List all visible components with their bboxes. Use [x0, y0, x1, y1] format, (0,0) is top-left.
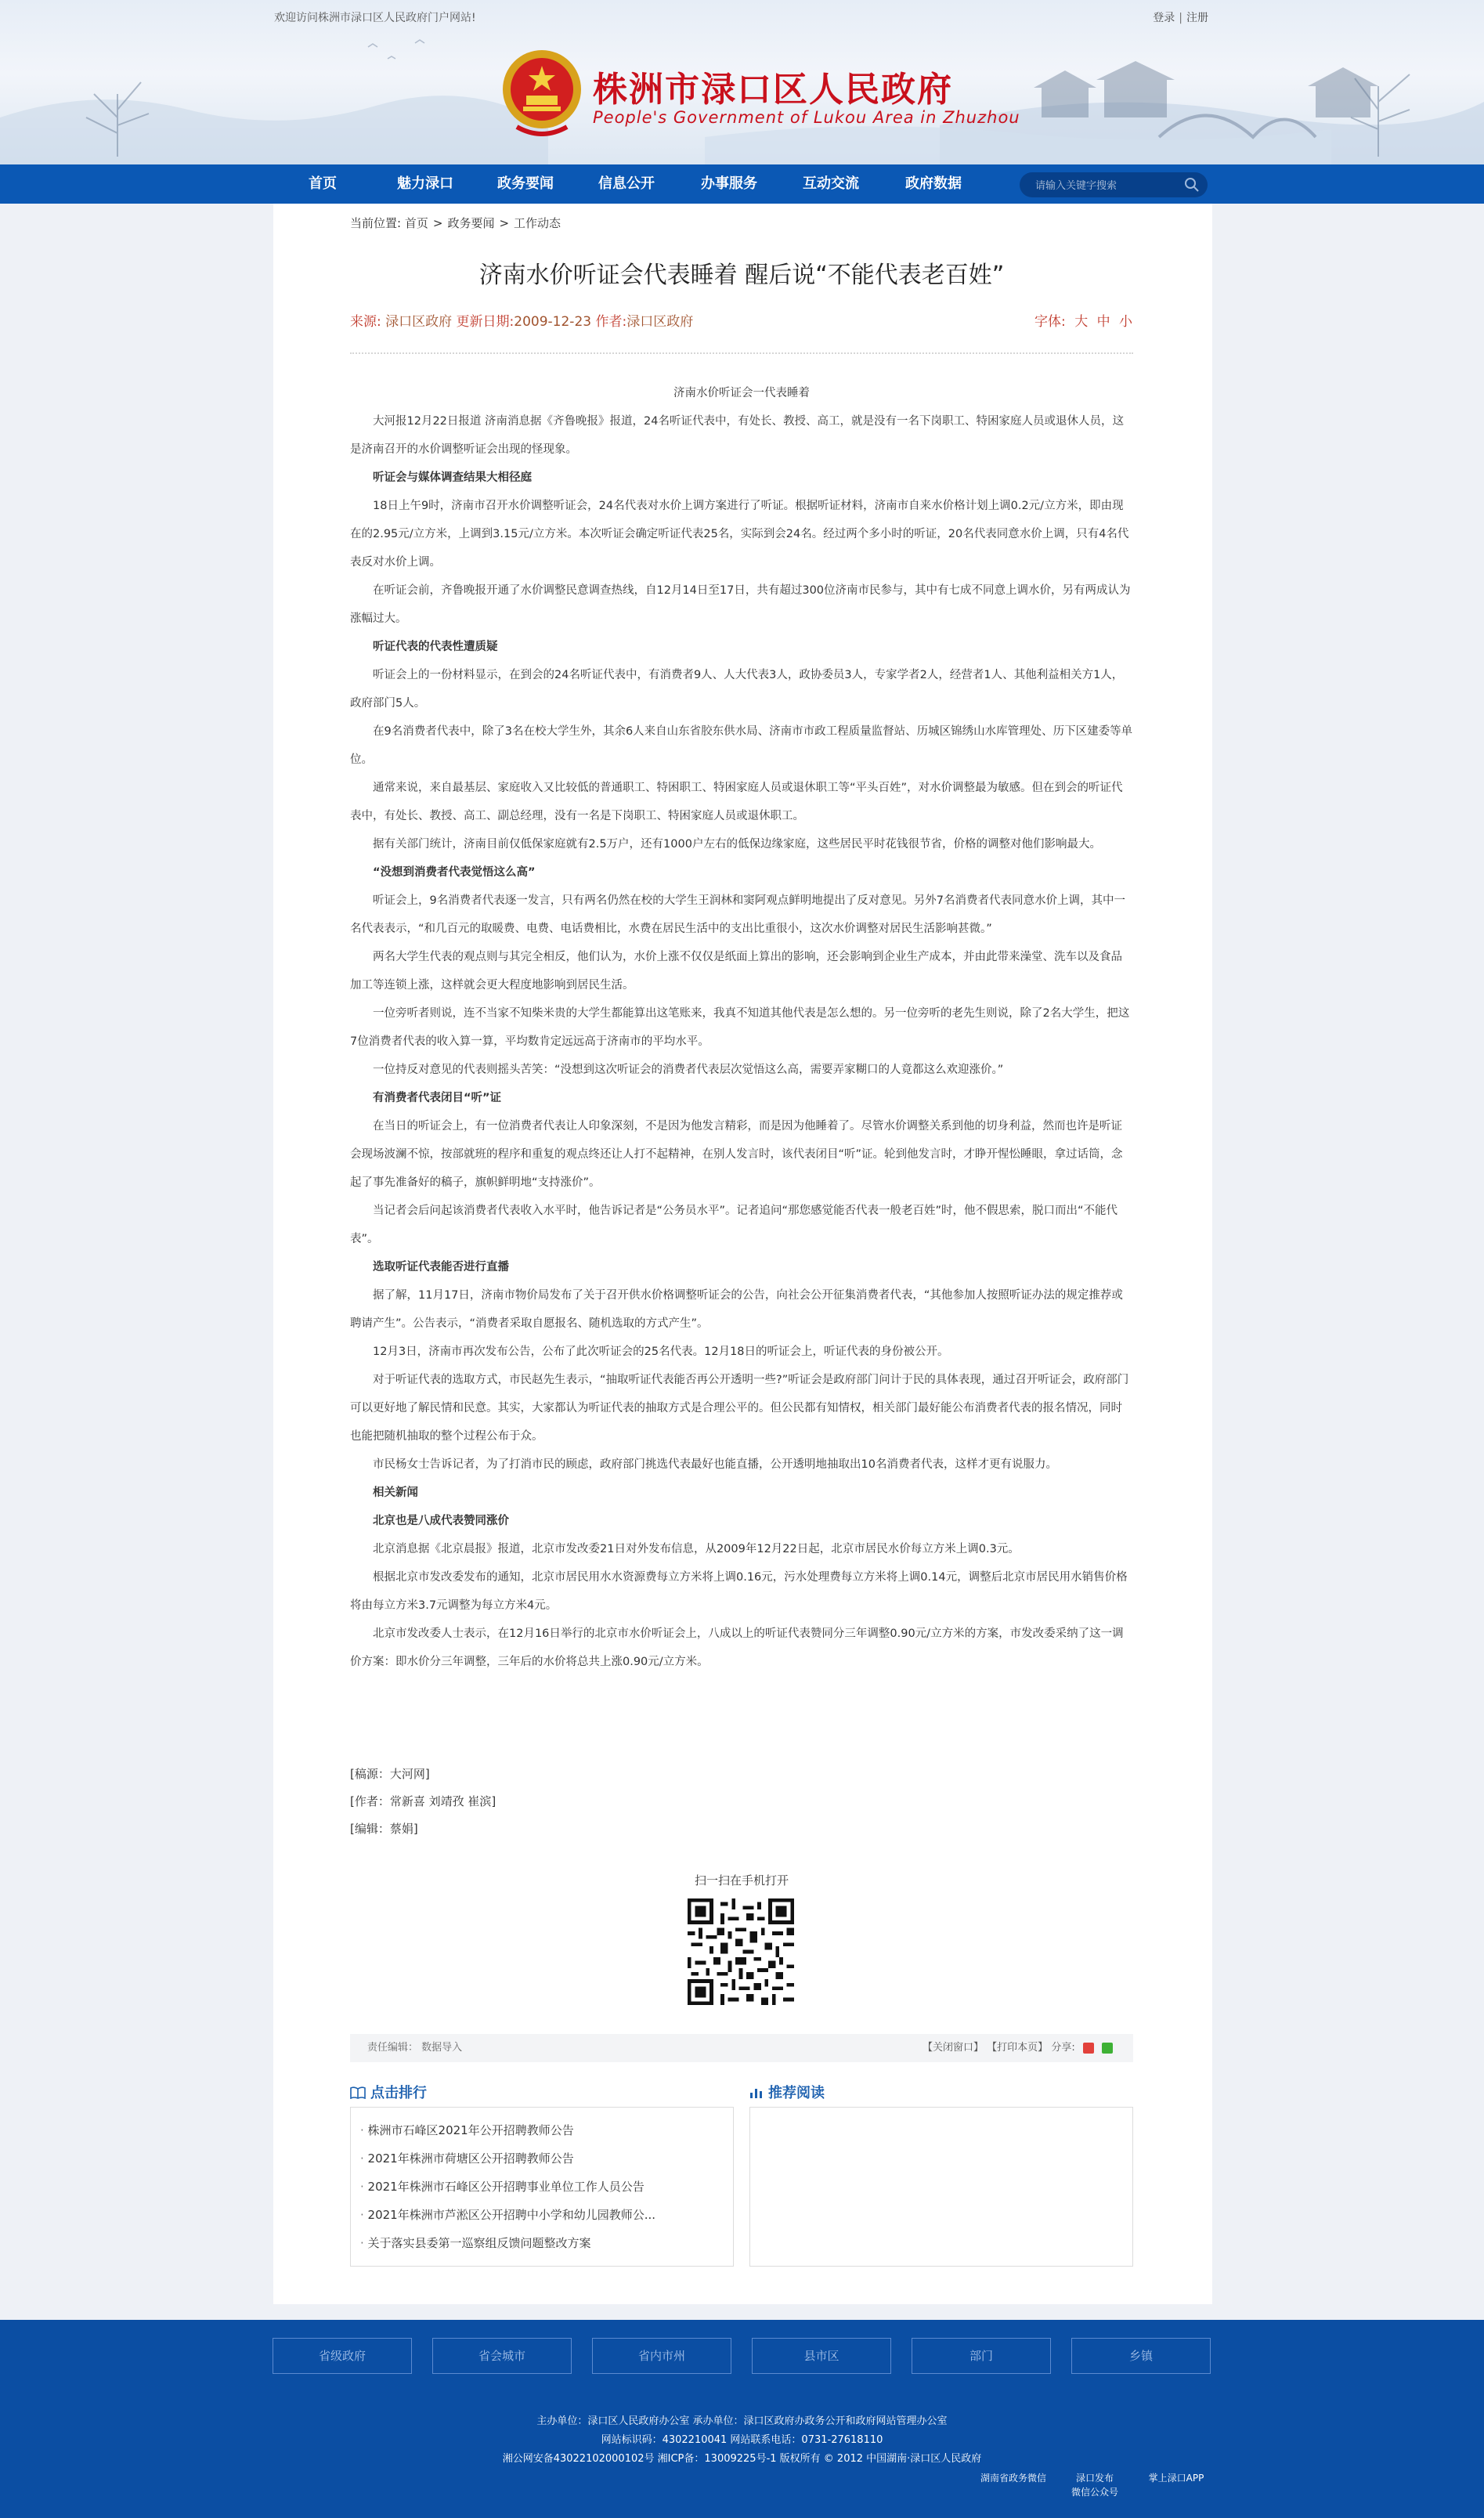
- section-heading: 相关新闻: [373, 1487, 418, 1499]
- breadcrumb: 当前位置: 首页 > 政务要闻 > 工作动态: [350, 216, 561, 230]
- source-value: 渌口区政府: [385, 314, 453, 330]
- font-small-button[interactable]: 小: [1119, 314, 1132, 330]
- ranking-item[interactable]: · 2021年株洲市荷塘区公开招聘教师公告: [360, 2150, 574, 2166]
- section-heading: “没想到消费者代表觉悟这么高”: [373, 866, 536, 879]
- search-box: [1020, 172, 1208, 197]
- nav-item-charm[interactable]: 魅力渌口: [397, 175, 453, 192]
- paragraph: 在当日的听证会上，有一位消费者代表让人印象深刻，不是因为他发言精彩，而是因为他睡着了。尽管水价调整关系到他的切身利益，然而也许是听证会现场波澜不惊，按部就班的程序和重复的观点终还让人打不起精神，在别人发言时，该代表闭目“听”证。轮到他发言时，才睁开惺忪睡眼，拿过话筒，念起了事先准备好的稿子，旗帜鲜明地“支持涨价”。: [350, 1120, 1123, 1189]
- national-emblem-icon: [501, 49, 583, 136]
- footer-info: [0, 2412, 1484, 2469]
- recommend-header: [749, 2082, 825, 2102]
- nav-item-home[interactable]: 首页: [309, 175, 337, 192]
- footer-link-cities[interactable]: 省内市州: [592, 2338, 731, 2374]
- paragraph: 一位持反对意见的代表则摇头苦笑：“没想到这次听证会的消费者代表层次觉悟这么高，需要弄家糊口的人竟都这么欢迎涨价。”: [373, 1064, 1004, 1076]
- site-title: 株洲市渌口区人民政府: [593, 70, 953, 110]
- credit-editor: [编辑：蔡娟]: [350, 1822, 418, 1836]
- tools-actions: [923, 2034, 1113, 2062]
- breadcrumb-work[interactable]: 工作动态: [514, 216, 561, 230]
- paragraph: 市民杨女士告诉记者，为了打消市民的顾虑，政府部门挑选代表最好也能直播，公开透明地抽取出10名消费者代表，这样才更有说服力。: [373, 1458, 1057, 1471]
- section-heading: 听证代表的代表性遭质疑: [373, 641, 498, 653]
- paragraph: 一位旁听者则说，连不当家不知柴米贵的大学生都能算出这笔账来，我真不知道其他代表是怎么想的。另一位旁听的老先生则说，除了2名大学生，把这7位消费者代表的收入算一算，平均数肯定远远高于济南市的平均水平。: [350, 1007, 1130, 1048]
- paragraph: 听证会上的一份材料显示，在到会的24名听证代表中，有消费者9人、人大代表3人，政协委员3人，专家学者2人，经营者1人、其他利益相关方1人，政府部门5人。: [350, 669, 1124, 710]
- article-credits: [350, 1761, 496, 1843]
- paragraph: 北京消息据《北京晨报》报道，北京市发改委21日对外发布信息，从2009年12月22日起，北京市居民水价每立方米上调0.3元。: [373, 1543, 1020, 1555]
- footer-organizer: 主办单位：渌口区人民政府办公室 承办单位：渌口区政府办政务公开和政府网站管理办公室: [536, 2415, 948, 2427]
- ranking-list: [350, 2107, 734, 2267]
- footer-qr-province-wechat[interactable]: 湖南省政务微信: [980, 2473, 1046, 2484]
- footer-link-departments[interactable]: 部门: [912, 2338, 1051, 2374]
- book-icon: [350, 2086, 366, 2099]
- search-icon[interactable]: [1184, 177, 1200, 193]
- auth-links: 登录 | 注册: [1153, 12, 1208, 24]
- recommend-list: [749, 2107, 1133, 2267]
- qr-label: 扫一扫在手机打开: [694, 1873, 789, 1888]
- nav-item-data[interactable]: 政府数据: [905, 175, 962, 192]
- font-size-control: [1034, 310, 1132, 330]
- section-heading: 选取听证代表能否进行直播: [373, 1261, 509, 1273]
- ranking-title: 点击排行: [370, 2085, 427, 2101]
- footer-link-capitals[interactable]: 省会城市: [432, 2338, 572, 2374]
- author-value: 渌口区政府: [626, 314, 694, 330]
- footer-link-provincial[interactable]: 省级政府: [273, 2338, 412, 2374]
- font-medium-button[interactable]: 中: [1096, 314, 1110, 330]
- ranking-item[interactable]: · 2021年株洲市芦淞区公开招聘中小学和幼儿园教师公...: [360, 2206, 655, 2223]
- paragraph: 对于听证代表的选取方式，市民赵先生表示，“抽取听证代表能否再公开透明一些?”听证会是政府部门问计于民的具体表现，通过召开听证会，政府部门可以更好地了解民情和民意。其实，大家都认为听证代表的抽取方式是合理公平的。但公民都有知情权，相关部门最好能公布消费者代表的报名情况，同时也能把随机抽取的整个过程公布于众。: [350, 1374, 1129, 1443]
- editor-label: 责任编辑： 数据导入: [367, 2042, 463, 2054]
- recommend-title: 推荐阅读: [768, 2085, 825, 2101]
- nav-item-news[interactable]: 政务要闻: [497, 175, 554, 192]
- footer-link-towns[interactable]: 乡镇: [1071, 2338, 1211, 2374]
- paragraph: 北京市发改委人士表示，在12月16日举行的北京市水价听证会上，八成以上的听证代表赞同分三年调整0.90元/立方米的方案，市发改委采纳了这一调价方案：即水价分三年调整，三年后的水价将总共上涨0.90元/立方米。: [350, 1627, 1124, 1668]
- nav-item-services[interactable]: 办事服务: [701, 175, 757, 192]
- footer-copyright: 湘公网安备43022102000102号 湘ICP备：13009225号-1 版权所有 © 2012 中国湖南·渌口区人民政府: [502, 2453, 982, 2465]
- paragraph: 通常来说，来自最基层、家庭收入又比较低的普通职工、特困职工、特困家庭人员或退休职工等“平头百姓”，对水价调整最为敏感。但在到会的听证代表中，有处长、教授、高工、副总经理，没有一名是下岗职工、特困家庭人员或退休职工。: [350, 782, 1123, 822]
- ranking-item[interactable]: · 株洲市石峰区2021年公开招聘教师公告: [360, 2122, 574, 2138]
- welcome-text: 欢迎访问株洲市渌口区人民政府门户网站!: [274, 12, 476, 24]
- paragraph: 18日上午9时，济南市召开水价调整听证会，24名代表对水价上调方案进行了听证。根据听证材料，济南市自来水价格计划上调0.2元/立方米，即由现在的2.95元/立方米，上调到3.15元/立方米。本次听证会确定听证代表25名，实际到会24名。经过两个多小时的听证，20名代表同意水价上调，只有4名代表反对水价上调。: [350, 500, 1129, 569]
- date-label: 更新日期:: [456, 314, 515, 330]
- site-subtitle: People's Government of Lukou Area in Zhuzhou: [593, 108, 1020, 127]
- source-label: 来源:: [350, 314, 381, 330]
- section-heading: 有消费者代表闭目“听”证: [373, 1092, 502, 1104]
- main-nav: [0, 164, 1484, 204]
- nav-item-info[interactable]: 信息公开: [598, 175, 655, 192]
- qr-code-icon: [688, 1898, 794, 2005]
- paragraph: 听证会上，9名消费者代表逐一发言，只有两名仍然在校的大学生王润林和窦阿观点鲜明地提出了反对意见。另外7名消费者代表同意水价上调，其中一名代表表示，“和几百元的取暖费、电费、电话费相比，水费在居民生活中的支出比重很小，这次水价调整对居民生活影响甚微。”: [350, 894, 1125, 935]
- paragraph: 两名大学生代表的观点则与其完全相反，他们认为，水价上涨不仅仅是纸面上算出的影响，还会影响到企业生产成本，并由此带来澡堂、洗车以及食品加工等连锁上涨，这样就会更大程度地影响到居民生活。: [350, 951, 1122, 992]
- nav-item-interaction[interactable]: 互动交流: [803, 175, 859, 192]
- credit-author: [作者：常新喜 刘靖孜 崔滨]: [350, 1794, 496, 1808]
- footer-qr-lukou-wechat[interactable]: 渌口发布 微信公众号: [1071, 2473, 1118, 2498]
- article-meta: [350, 310, 693, 330]
- date-value: 2009-12-23: [514, 314, 592, 330]
- title-divider: [350, 352, 1133, 354]
- footer-link-counties[interactable]: 县市区: [752, 2338, 891, 2374]
- register-link[interactable]: 注册: [1186, 12, 1208, 24]
- article-tools-bar: [350, 2034, 1133, 2062]
- bar-chart-icon: [749, 2086, 764, 2099]
- site-header: [0, 0, 1484, 164]
- paragraph: 在听证会前，齐鲁晚报开通了水价调整民意调查热线，自12月14日至17日，共有超过300位济南市民参与，其中有七成不同意上调水价，另有两成认为涨幅过大。: [350, 584, 1131, 625]
- paragraph: 据有关部门统计，济南目前仅低保家庭就有2.5万户，还有1000户左右的低保边缘家庭，这些居民平时花钱很节省，价格的调整对他们影响最大。: [373, 838, 1101, 851]
- share-label: 分享:: [1051, 2042, 1075, 2054]
- close-window-button[interactable]: 【关闭窗口】: [923, 2042, 984, 2054]
- wechat-share-icon[interactable]: [1102, 2043, 1113, 2054]
- footer-qr-app[interactable]: 掌上渌口APP: [1148, 2473, 1204, 2484]
- search-input[interactable]: [1034, 172, 1178, 199]
- ranking-item[interactable]: · 关于落实县委第一巡察组反馈问题整改方案: [360, 2234, 591, 2251]
- paragraph: 据了解，11月17日，济南市物价局发布了关于召开供水价格调整听证会的公告，向社会公开征集消费者代表，“其他参加人按照听证办法的规定推荐或聘请产生”。公告表示，“消费者采取自愿报名、随机选取的方式产生”。: [350, 1289, 1123, 1330]
- weibo-share-icon[interactable]: [1083, 2043, 1094, 2054]
- footer-site-id: 网站标识码：4302210041 网站联系电话：0731-27618110: [601, 2434, 883, 2446]
- paragraph: 大河报12月22日报道 济南消息据《齐鲁晚报》报道，24名听证代表中，有处长、教授、高工，就是没有一名下岗职工、特困家庭人员或退休人员，这是济南召开的水价调整听证会出现的怪现象。: [350, 415, 1124, 456]
- login-link[interactable]: 登录: [1153, 12, 1175, 24]
- section-heading: 听证会与媒体调查结果大相径庭: [373, 471, 532, 484]
- article-body: [350, 379, 1133, 1676]
- breadcrumb-home[interactable]: 首页: [404, 216, 428, 230]
- ranking-item[interactable]: · 2021年株洲市石峰区公开招聘事业单位工作人员公告: [360, 2178, 645, 2195]
- ranking-header: [350, 2082, 427, 2102]
- breadcrumb-label: 当前位置:: [350, 216, 402, 230]
- paragraph: 根据北京市发改委发布的通知，北京市居民用水水资源费每立方米将上调0.16元，污水处理费每立方米将上调0.14元，调整后北京市居民用水销售价格将由每立方米3.7元调整为每立方米4元。: [350, 1571, 1128, 1612]
- credit-source: [稿源：大河网]: [350, 1767, 430, 1781]
- font-size-label: 字体:: [1034, 314, 1066, 330]
- section-heading: 北京也是八成代表赞同涨价: [373, 1515, 509, 1527]
- breadcrumb-news[interactable]: 政务要闻: [447, 216, 495, 230]
- article-title: 济南水价听证会代表睡着 醒后说“不能代表老百姓”: [478, 262, 1005, 289]
- paragraph: 12月3日，济南市再次发布公告，公布了此次听证会的25名代表。12月18日的听证会上，听证代表的身份被公开。: [373, 1346, 949, 1358]
- paragraph: 当记者会后问起该消费者代表收入水平时，他告诉记者是“公务员水平”。记者追问“那您感觉能否代表一般老百姓”时，他不假思索，脱口而出“不能代表”。: [350, 1205, 1118, 1245]
- paragraph: 在9名消费者代表中，除了3名在校大学生外，其余6人来自山东省胶东供水局、济南市市政工程质量监督站、历城区锦绣山水库管理处、历下区建委等单位。: [350, 725, 1133, 766]
- print-button[interactable]: 【打印本页】: [987, 2042, 1049, 2054]
- author-label: 作者:: [595, 314, 627, 330]
- article-subtitle: 济南水价听证会一代表睡着: [673, 387, 810, 399]
- font-large-button[interactable]: 大: [1074, 314, 1089, 330]
